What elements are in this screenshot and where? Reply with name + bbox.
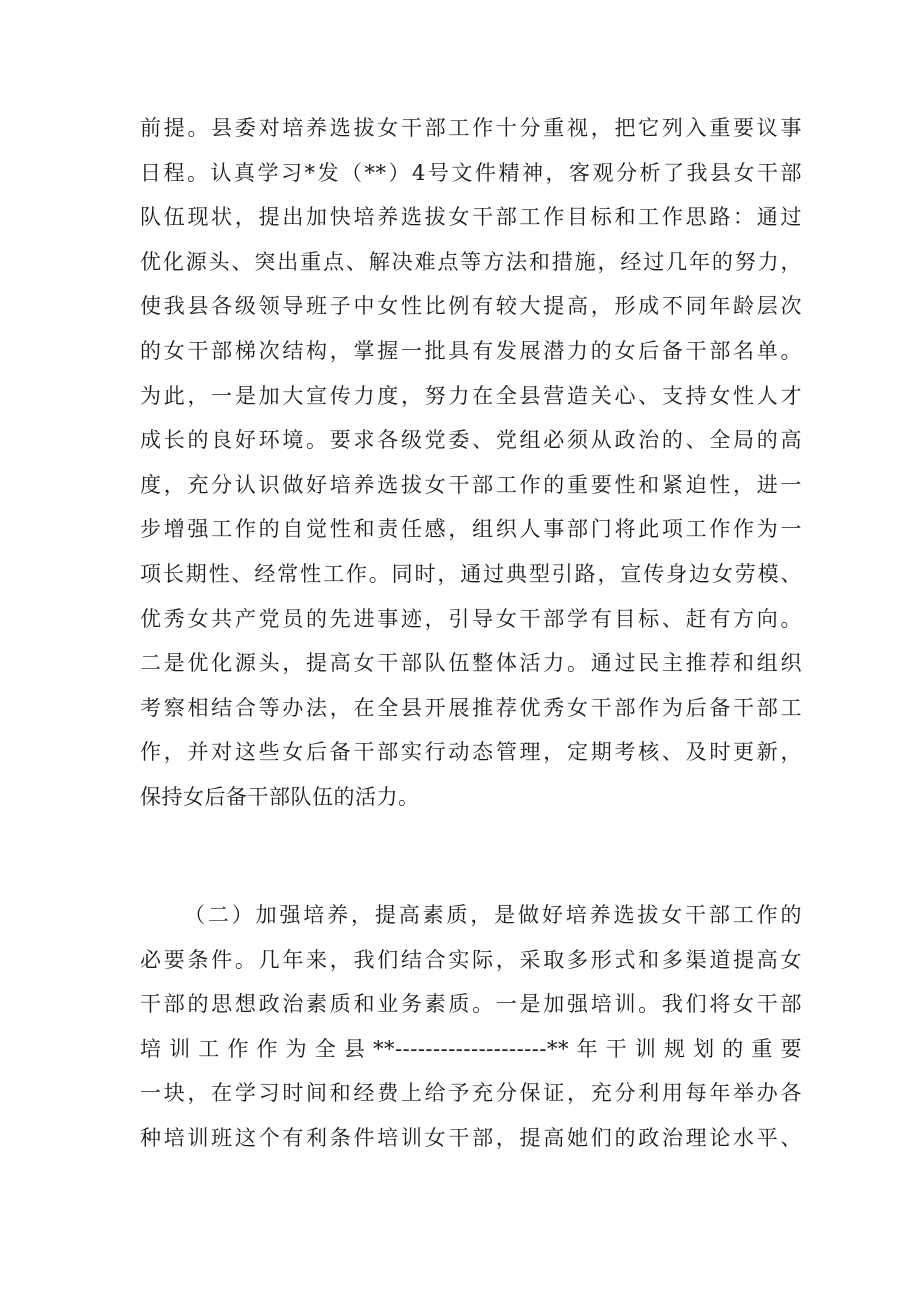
text-line: 培训工作作为全县**--------------------**年干训规划的重要: [140, 1036, 802, 1061]
text-line: 种培训班这个有利条件培训女干部，提高她们的政治理论水平、: [140, 1125, 802, 1150]
text-line: （二）加强培养，提高素质，是做好培养选拔女干部工作的: [184, 903, 802, 927]
text-line: 步增强工作的自觉性和责任感，组织人事部门将此项工作作为一: [140, 517, 802, 542]
paragraph-1: [140, 106, 802, 820]
text-line: 的女干部梯次结构，掌握一批具有发展潜力的女后备干部名单。: [140, 338, 802, 363]
text-line: 必要条件。几年来，我们结合实际，采取多形式和多渠道提高女: [140, 947, 802, 972]
text-line: 前提。县委对培养选拔女干部工作十分重视，把它列入重要议事: [140, 116, 802, 140]
text-line: 优化源头、突出重点、解决难点等方法和措施，经过几年的努力，: [140, 249, 802, 274]
text-line: 成长的良好环境。要求各级党委、党组必须从政治的、全局的高: [140, 428, 802, 453]
paragraph-2: [140, 893, 802, 1161]
text-line: 二是优化源头，提高女干部队伍整体活力。通过民主推荐和组织: [140, 651, 802, 676]
text-line: 为此，一是加大宣传力度，努力在全县营造关心、支持女性人才: [140, 383, 802, 408]
text-line: 干部的思想政治素质和业务素质。一是加强培训。我们将女干部: [140, 992, 802, 1017]
text-line: 日程。认真学习*发（**）4号文件精神，客观分析了我县女干部: [140, 160, 802, 185]
text-line: 队伍现状，提出加快培养选拔女干部工作目标和工作思路：通过: [140, 205, 802, 230]
text-line: 考察相结合等办法，在全县开展推荐优秀女干部作为后备干部工: [140, 695, 802, 720]
text-line: 一块，在学习时间和经费上给予充分保证，充分利用每年举办各: [140, 1081, 802, 1106]
text-line: 度，充分认识做好培养选拔女干部工作的重要性和紧迫性，进一: [140, 472, 802, 497]
text-line: 优秀女共产党员的先进事迹，引导女干部学有目标、赶有方向。: [140, 606, 802, 631]
text-line: 作，并对这些女后备干部实行动态管理，定期考核、及时更新，: [140, 740, 802, 765]
text-line: 保持女后备干部队伍的活力。: [140, 784, 420, 809]
text-line: 使我县各级领导班子中女性比例有较大提高，形成不同年龄层次: [140, 294, 802, 319]
text-line: 项长期性、经常性工作。同时，通过典型引路，宣传身边女劳模、: [140, 561, 802, 586]
